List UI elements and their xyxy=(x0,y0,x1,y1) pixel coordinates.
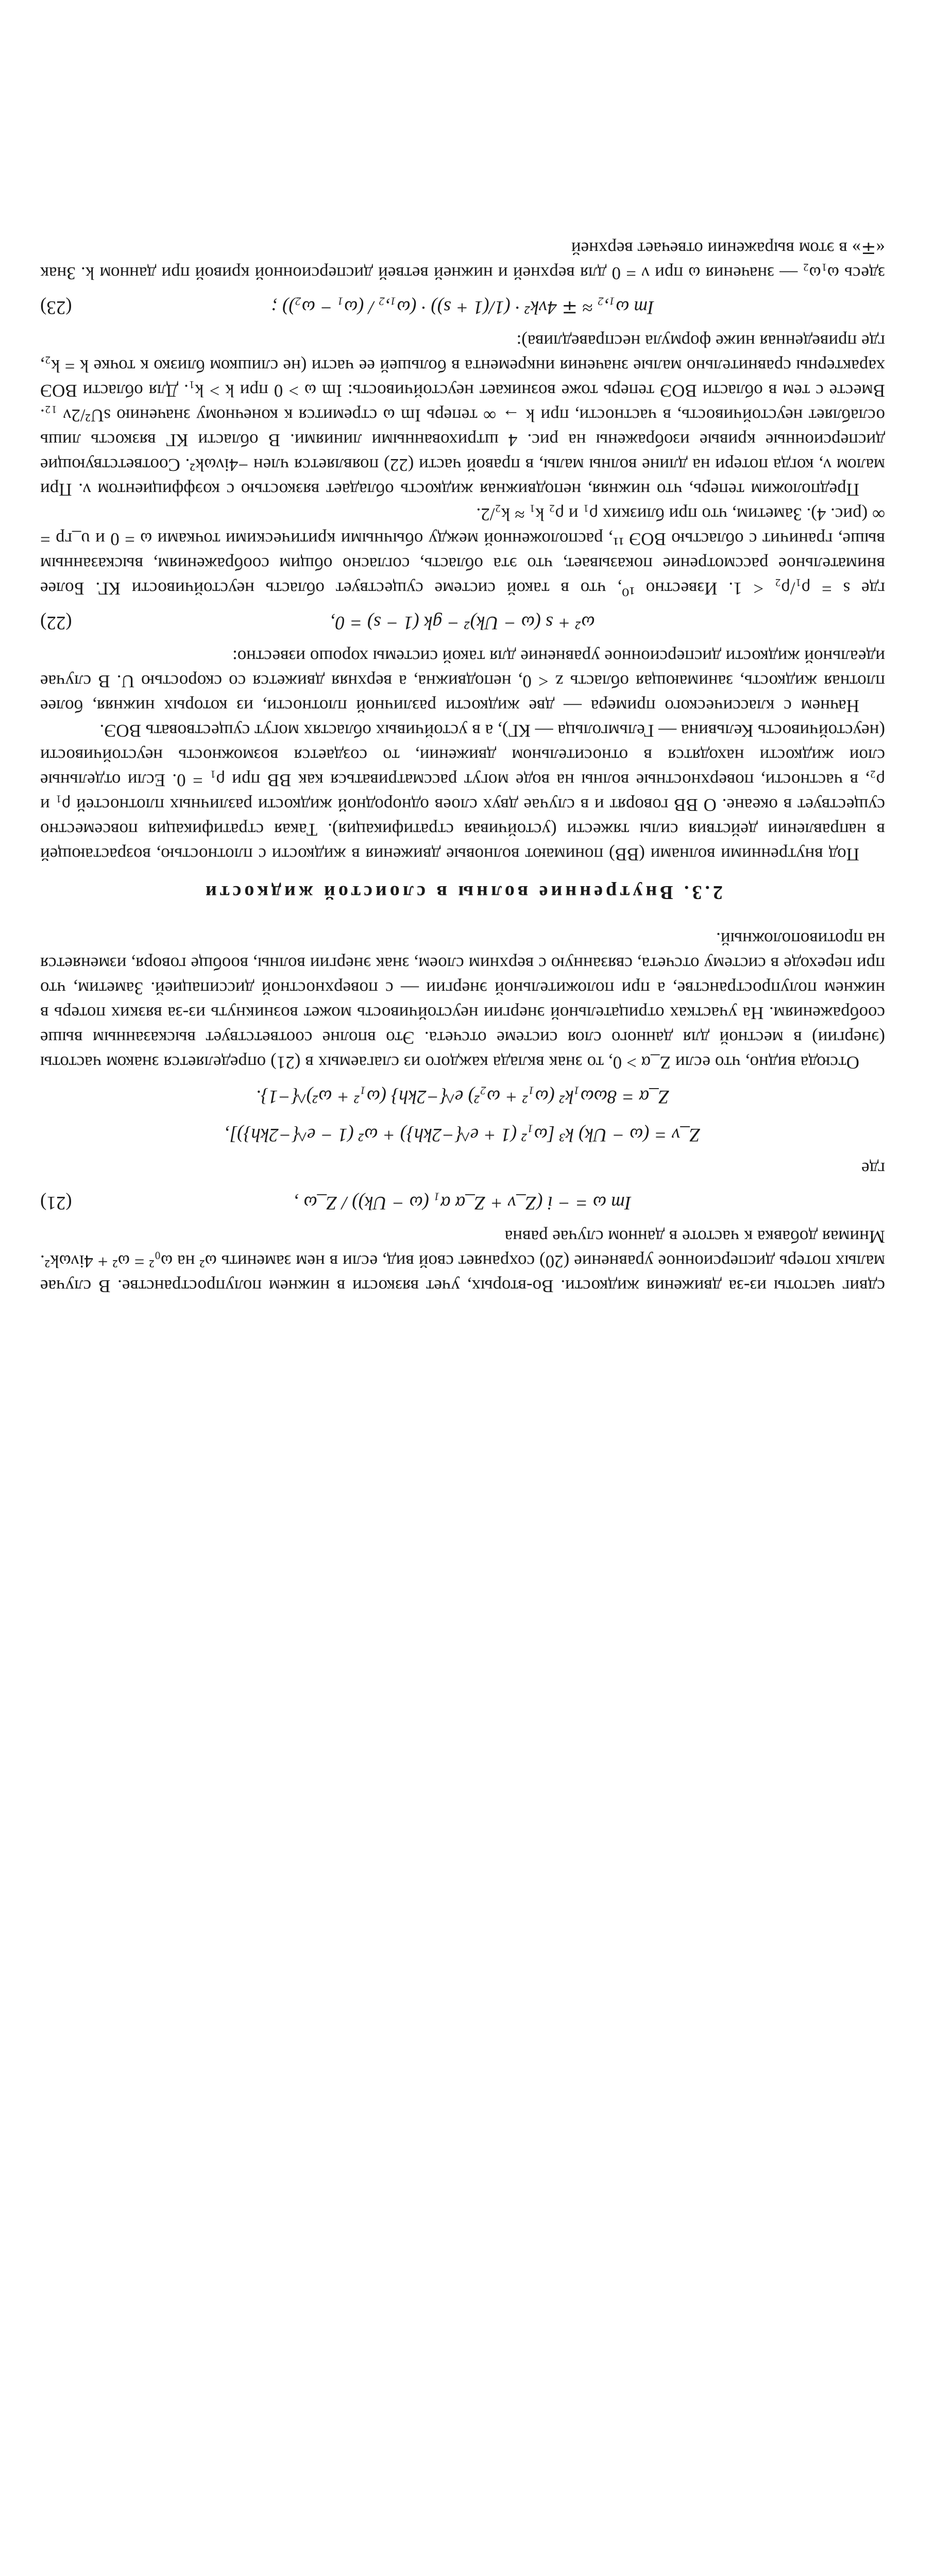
paragraph-section-3: где s = ρ₁/ρ₂ < 1. Известно ¹⁰, что в такой системе существует область неустойчивости КГ. Более внимательное рассмотрение показывает, что эта область, согласно общим соображениям, высказанным выше, граничит с областью ВОЭ ¹¹, расположенной между обычными критическими точками ω = 0 и υ_гр = ∞ (рис. 4). Заметим, что при близких ρ₁ и ρ₂ k₁ ≈ k₂/2. xyxy=(40,504,885,599)
paragraph-section-4: Предположим теперь, что нижняя, неподвижная жидкость обладает вязкостью с коэффициентом ν. При малом ν, когда потери на длине волны малы, в правой части (22) появляется член −4iνωk². Соответствующие дисперсионные кривые изображены на рис. 4 штрихованными линиями. В области КГ вязкость лишь ослабляет неустойчивость, в частности, при k → ∞ теперь Im ω стремится к конечному значению sU²/2ν ₁₂. Вместе с тем в области ВОЭ теперь тоже возникает неустойчивость: Im ω > 0 при k > k₁. Для области ВОЭ характерны сравнительно малые значения инкремента в большей ее части (не слишком близко к точке k = k₂, где приведенная ниже формула несправедлива): xyxy=(40,331,885,500)
paragraph-intro: сдвиг частоты из-за движения жидкости. Во-вторых, учет вязкости в нижнем полупространстве. В случае малых потерь дисперсионное уравнение (20) сохраняет свой вид, если в нем заменить ω² на ω₀² = ω² + 4iνωk². Мнимая добавка к частоте в данном случае равна xyxy=(40,1227,885,1296)
equation-22-text: ω² + s (ω − Uk)² − gk (1 − s) = 0, xyxy=(330,612,595,633)
equation-z-nu xyxy=(40,1118,885,1151)
paragraph-section-2: Начнем с классического примера — две жидкости различной плотности, из которых нижняя, более плотная жидкость, занимающая область z < 0, неподвижна, а верхняя движется со скоростью U. В случае идеальной жидкости дисперсионное уравнение для такой системы хорошо известно: xyxy=(40,647,885,716)
paragraph-after-z: Отсюда видно, что если Z_α > 0, то знак вклада каждого из слагаемых в (21) определяется знаком частоты (энергии) в местной для данного слоя системе отсчета. Это вполне соответствует высказанным выше соображениям. На участках отрицательной энергии неустойчивость может возникнуть из-за вязких потерь в нижнем полупространстве, а при положительной энергии — с поверхностной диссипацией. Заметим, что при переходе в систему отсчета, связанную с верхним слоем, знак энергии волны, вообще говоря, изменяется на противоположный. xyxy=(40,929,885,1073)
paragraph-section-1: Под внутренними волнами (ВВ) понимают волновые движения в жидкости с плотностью, возрастающей в направлении действия силы тяжести (устойчивая стратификация). Такая стратификация повсеместно существует в океане. О ВВ говорят и в случае двух слоев однородной жидкости различных плотностей ρ₁ и ρ₂, в частности, поверхностные волны на воде могут рассматриваться как ВВ при ρ₁ = 0. Если отдельные слои жидкости находятся в относительном движении, то создается возможность неустойчивости (неустойчивость Кельвина — Гельмгольца — КГ), а в устойчивых областях могут существовать ВОЭ. xyxy=(40,721,885,865)
equation-z-alpha xyxy=(40,1080,885,1113)
equation-z-nu-text: Z_ν = (ω − Uk) k³ [ω₁² (1 + e^{−2kh}) + ω² (1 − e^{−2kh})], xyxy=(225,1124,701,1145)
where-label: где xyxy=(861,1159,885,1179)
text-column xyxy=(40,236,885,1298)
equation-z-alpha-text: Z_α = 8ωω₁k² (ω₁² + ω₂²) e^{−2kh} (ω₁² + ω²)^{−1}. xyxy=(256,1086,670,1107)
equation-23-number: (23) xyxy=(40,297,72,318)
section-title: 2.3. Внутренние волны в слоистой жидкости xyxy=(202,882,723,903)
equation-21-text: Im ω = − i (Z_ν + Z_α α₁ (ω − Uk)) / Z_ω , xyxy=(294,1192,632,1213)
equation-21-number: (21) xyxy=(40,1192,72,1213)
paragraph-end: здесь ω₁ω₂ — значения ω при ν = 0 для верхней и нижней ветвей дисперсионной кривой при данном k. Знак «∓» в этом выражении отвечает верхней xyxy=(40,239,885,283)
equation-22 xyxy=(40,606,885,639)
equation-22-number: (22) xyxy=(40,612,72,633)
equation-23 xyxy=(40,291,885,324)
equation-23-text: Im ω₁,₂ ≈ ∓ 4νk² · (1/(1 + s)) · (ω₁,₂ / (ω₁ − ω₂)) ; xyxy=(271,297,654,318)
equation-21 xyxy=(40,1186,885,1219)
